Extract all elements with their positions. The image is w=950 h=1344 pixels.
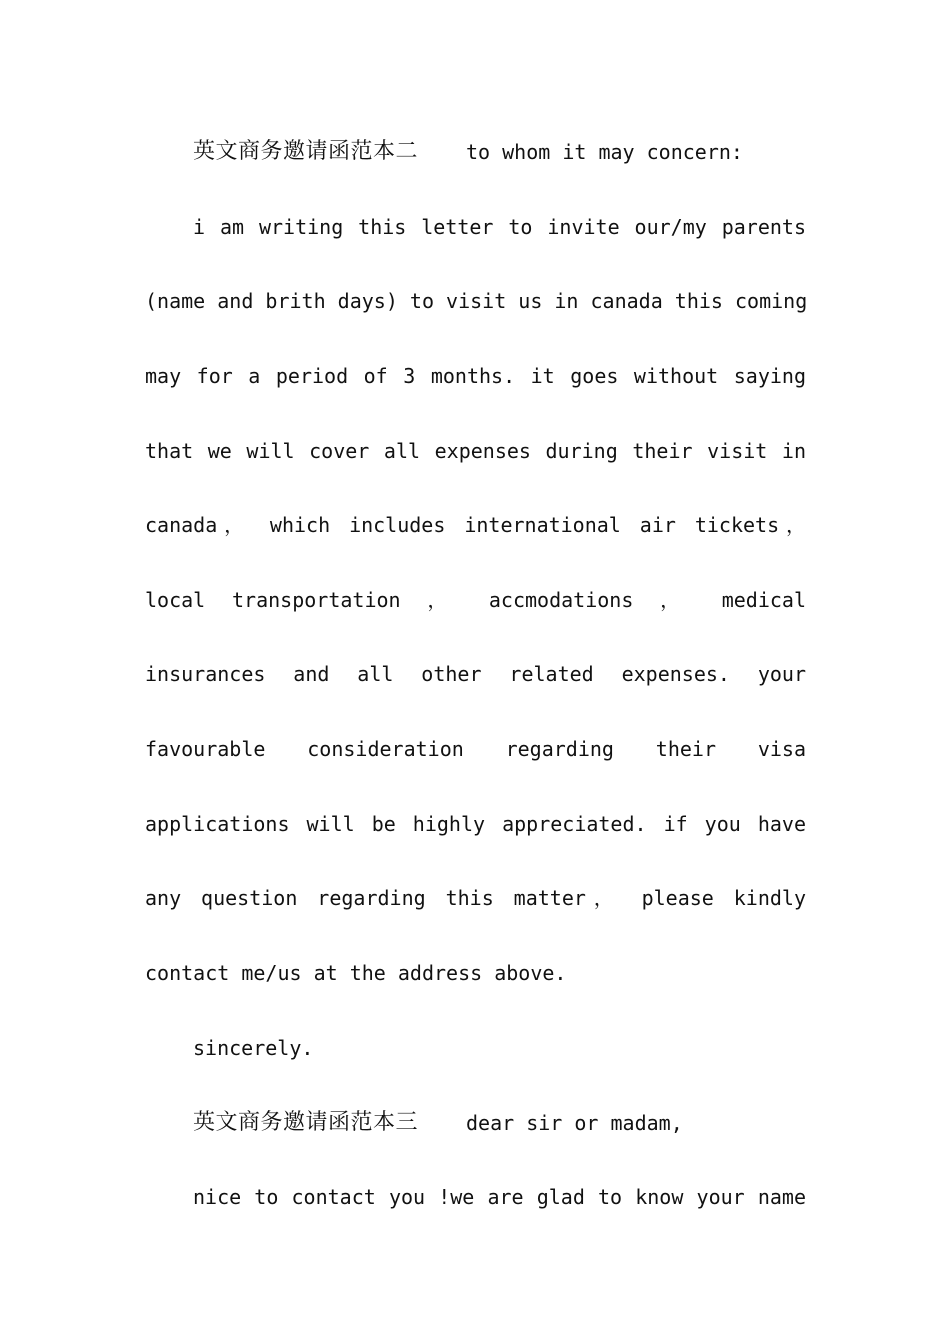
paragraph-line: may for a period of 3 months. it goes without saying	[145, 364, 806, 388]
paragraph-line: that we will cover all expenses during their visit in	[145, 439, 806, 463]
heading-salutation: dear sir or madam,	[466, 1111, 683, 1135]
paragraph-line: local transportation ， accmodations ， medical	[145, 588, 806, 612]
heading-title-cn: 英文商务邀请函范本二	[193, 139, 419, 164]
paragraph-line: any question regarding this matter， please kindly	[145, 886, 806, 910]
heading-salutation: to whom it may concern:	[466, 140, 743, 164]
closing-text: sincerely.	[193, 1036, 314, 1060]
paragraph-line: canada， which includes international air tickets，	[145, 513, 806, 537]
paragraph-line: insurances and all other related expenses. your	[145, 662, 806, 686]
paragraph-line: contact me/us at the address above.	[145, 961, 567, 985]
paragraph-line: nice to contact you !we are glad to know your name	[193, 1185, 806, 1209]
heading-title-cn: 英文商务邀请函范本三	[193, 1110, 419, 1135]
paragraph-line: i am writing this letter to invite our/my parents	[193, 215, 806, 239]
section-heading-2	[193, 135, 806, 169]
paragraph-line: applications will be highly appreciated. if you have	[145, 812, 806, 836]
paragraph-line: favourable consideration regarding their visa	[145, 737, 806, 761]
section-heading-3	[193, 1106, 806, 1140]
paragraph-line: (name and brith days) to visit us in canada this coming	[145, 289, 808, 313]
